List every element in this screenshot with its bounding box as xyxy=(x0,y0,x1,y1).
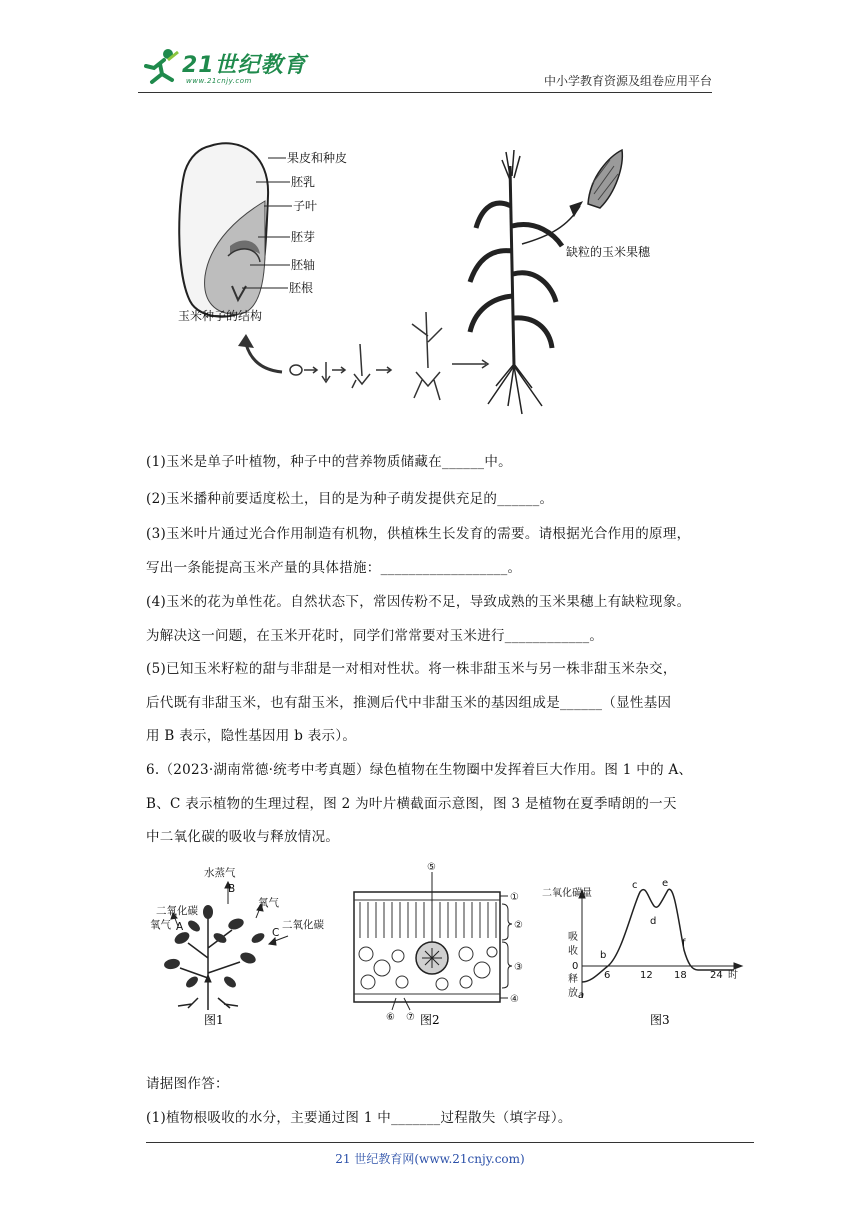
cycle-arrow-icon xyxy=(246,344,282,372)
fig1-co2-left: 二氧化碳 xyxy=(156,905,198,917)
seed-caption: 玉米种子的结构 xyxy=(178,309,263,323)
fig2-marker-5: ⑤ xyxy=(427,862,436,873)
fig3-release-2: 放 xyxy=(568,988,578,999)
fig1-plant-diagram xyxy=(150,866,324,1027)
fig3-xtick-6: 6 xyxy=(604,970,611,981)
corn-cob-illustration xyxy=(588,150,622,208)
fig3-xtick-24: 24 xyxy=(710,970,723,981)
question-2: (2)玉米播种前要适度松土，目的是为种子萌发提供充足的______。 xyxy=(146,491,554,507)
germination-stages xyxy=(290,312,488,400)
footer-text[interactable]: 21 世纪教育网(www.21cnjy.com) xyxy=(335,1152,525,1166)
fig1-o2-right: 氧气 xyxy=(258,897,279,909)
question-4-line-1: (4)玉米的花为单性花。自然状态下，常因传粉不足，导致成熟的玉米果穗上有缺粒现象。 xyxy=(146,594,691,610)
fig2-marker-2: ② xyxy=(514,920,523,931)
fig3-ylabel: 二氧化碳量 xyxy=(542,888,592,899)
label-endosperm: 胚乳 xyxy=(291,175,316,189)
label-plumule: 胚芽 xyxy=(291,230,316,244)
fig3-point-a: a xyxy=(578,990,585,1001)
fig2-caption: 图2 xyxy=(420,1013,440,1027)
runner-logo-icon xyxy=(138,46,182,86)
fig2-leaf-section xyxy=(354,862,523,1027)
footer-divider xyxy=(146,1142,754,1143)
fig2-marker-4: ④ xyxy=(510,994,519,1005)
label-cotyledon: 子叶 xyxy=(293,199,318,213)
question-6-line-2: B、C 表示植物的生理过程，图 2 为叶片横截面示意图，图 3 是植物在夏季晴朗的一天 xyxy=(146,796,677,812)
fig2-marker-1: ① xyxy=(510,892,519,903)
fig3-point-d: d xyxy=(650,916,657,927)
question-3-line-2: 写出一条能提高玉米产量的具体措施：__________________。 xyxy=(146,560,522,576)
fig1-caption: 图1 xyxy=(204,1013,224,1027)
platform-name: 中小学教育资源及组卷应用平台 xyxy=(543,74,712,88)
answer-intro: 请据图作答： xyxy=(146,1076,229,1092)
fig2-marker-6: ⑥ xyxy=(386,1012,395,1023)
corn-seed-illustration xyxy=(179,143,268,316)
fig1-b-label: B xyxy=(228,883,236,895)
label-pericarp: 果皮和种皮 xyxy=(287,151,348,165)
corn-plant-illustration xyxy=(470,150,582,414)
fig1-co2-right: 二氧化碳 xyxy=(282,919,324,931)
fig2-marker-7: ⑦ xyxy=(406,1012,415,1023)
question-6-line-3: 中二氧化碳的吸收与释放情况。 xyxy=(146,829,340,845)
fig3-curve xyxy=(582,889,734,982)
question-5-line-3: 用 B 表示，隐性基因用 b 表示）。 xyxy=(146,728,357,744)
label-radicle: 胚根 xyxy=(289,281,314,295)
fig1-water-vapor: 水蒸气 xyxy=(204,867,236,879)
fig1-o2-left: 氧气 xyxy=(150,919,171,931)
question-3-line-1: (3)玉米叶片通过光合作用制造有机物，供植株生长发育的需要。请根据光合作用的原理， xyxy=(146,526,691,542)
corn-figure xyxy=(170,136,690,434)
page-header xyxy=(138,44,712,90)
question-1: (1)玉米是单子叶植物，种子中的营养物质储藏在______中。 xyxy=(146,454,512,470)
fig3-point-c: c xyxy=(632,880,638,891)
question-6-line-1: 6.（2023·湖南常德·统考中考真题）绿色植物在生物圈中发挥着巨大作用。图 1 中的 A、 xyxy=(146,762,693,778)
logo-title: 21世纪教育 xyxy=(182,53,307,78)
logo-url: www.21cnjy.com xyxy=(186,77,252,85)
fig3-point-f: f xyxy=(682,938,686,949)
question-5-line-1: (5)已知玉米籽粒的甜与非甜是一对相对性状。将一株非甜玉米与另一株非甜玉米杂交， xyxy=(146,661,677,677)
fig1-c-label: C xyxy=(272,927,280,939)
logo xyxy=(138,44,313,90)
fig1-a-label: A xyxy=(176,921,184,933)
fig3-xtick-18: 18 xyxy=(674,970,687,981)
fig3-absorb-1: 吸 xyxy=(568,932,578,943)
fig3-xtick-12: 12 xyxy=(640,970,653,981)
label-hypocotyl: 胚轴 xyxy=(291,258,316,272)
figure-row xyxy=(148,858,758,1028)
fig2-marker-3: ③ xyxy=(514,962,523,973)
fig3-point-e: e xyxy=(662,878,669,889)
fig3-xunit: 时 xyxy=(728,970,738,981)
fig3-zero: 0 xyxy=(572,961,579,972)
fig3-caption: 图3 xyxy=(650,1013,670,1027)
fig3-co2-chart xyxy=(542,878,742,1027)
header-divider xyxy=(138,92,712,93)
cob-caption: 缺粒的玉米果穗 xyxy=(566,245,651,259)
fig3-absorb-2: 收 xyxy=(568,946,578,957)
fig3-point-b: b xyxy=(600,950,607,961)
sub-question-1: (1)植物根吸收的水分，主要通过图 1 中_______过程散失（填字母）。 xyxy=(146,1110,572,1126)
question-5-line-2: 后代既有非甜玉米，也有甜玉米，推测后代中非甜玉米的基因组成是______（显性基因 xyxy=(146,695,672,711)
question-4-line-2: 为解决这一问题，在玉米开花时，同学们常常要对玉米进行____________。 xyxy=(146,628,604,644)
fig3-release-1: 释 xyxy=(568,974,578,985)
